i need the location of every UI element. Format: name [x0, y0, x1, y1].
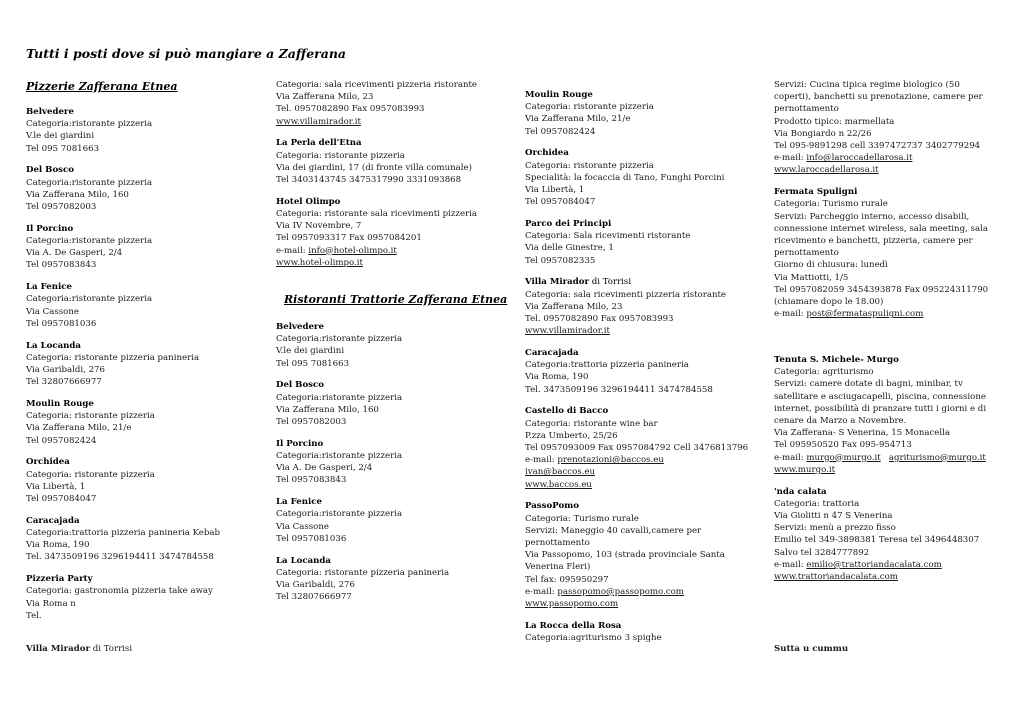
entry-belvedere	[26, 106, 264, 155]
entry-line: Tel 095950520 Fax 095-954713	[774, 440, 912, 451]
entry-line: Categoria:agriturismo 3 spighe	[525, 633, 662, 644]
entry-parco-dei-principi	[525, 218, 763, 267]
entry-line: Categoria: ristorante wine bar	[525, 418, 658, 429]
entry-line: Emilio tel 349-3898381 Teresa tel 3496448307	[774, 535, 980, 546]
website-link[interactable]: www.villamirador.it	[276, 116, 361, 127]
column-pizzerie	[26, 80, 264, 632]
email-link[interactable]: murgo@murgo.it	[806, 452, 881, 463]
entry-name: Parco dei Principi	[525, 219, 612, 230]
email-link[interactable]: info@hotel-olimpo.it	[308, 245, 397, 256]
entry-line: Categoria: Turismo rurale	[525, 513, 639, 524]
entry-name: Pizzeria Party	[26, 574, 93, 585]
entry-line: Categoria: ristorante pizzeria	[26, 469, 155, 480]
entry-line: Via Passopomo, 103 (strada provinciale Santa Venerina Fleri)	[525, 550, 725, 573]
entry-line: Categoria: Sala ricevimenti ristorante	[525, 231, 691, 242]
footer-sutta-u-cummu: Sutta u cummu	[774, 644, 849, 654]
entry-villa-mirador	[525, 276, 763, 337]
column-3	[525, 89, 763, 654]
entry-orchidea	[26, 456, 264, 505]
entry-line: Tel 0957081036	[276, 533, 347, 544]
entry-line: Tel 0957082424	[26, 435, 97, 446]
entry-name: Il Porcino	[276, 438, 324, 449]
entry-line: Categoria: Turismo rurale	[774, 199, 888, 210]
entry-line: Tel 0957082059 3454393878 Fax 095224311790 (chiamare dopo le 18.00)	[774, 284, 989, 308]
email-label: e-mail:	[774, 309, 807, 320]
entry-line: Categoria: ristorante pizzeria	[525, 102, 654, 113]
entry-passopomo	[525, 500, 763, 610]
entry-line: Via Mattiotti, 1/5	[774, 272, 849, 283]
entry-line: Categoria:ristorante pizzeria	[276, 334, 403, 345]
entry-line: Tel 0957084047	[26, 494, 97, 505]
entry-line: Categoria:trattoria pizzeria panineria Kebab	[26, 528, 221, 539]
entry-name: La Rocca della Rosa	[525, 620, 622, 631]
entry-del-bosco	[276, 379, 514, 428]
entry-line: Categoria:ristorante pizzeria	[276, 451, 403, 462]
entry-il-porcino	[26, 223, 264, 272]
entry-line: Tel 095 7081663	[276, 358, 350, 369]
entry-line: Categoria: ristorante pizzeria panineria	[26, 352, 200, 363]
entry-name: Belvedere	[26, 107, 74, 117]
entry-caracajada	[26, 515, 264, 564]
email-link[interactable]: emilio@trattoriandacalata.com	[806, 559, 942, 570]
entry-line: Tel 0957082003	[276, 417, 347, 428]
entry-nda-calata	[774, 486, 999, 584]
website-link[interactable]: www.murgo.it	[774, 464, 836, 475]
entry-la-fenice	[276, 496, 514, 545]
entry-line: Via Libertà, 1	[26, 481, 86, 492]
entry-line: Via Zafferana Milo, 23	[276, 92, 374, 103]
entry-line: Tel 0957093317 Fax 0957084201	[276, 233, 422, 244]
entry-line: Categoria: agriturismo	[774, 367, 874, 378]
entry-la-locanda	[26, 340, 264, 389]
entry-orchidea	[525, 147, 763, 208]
entry-line: Categoria: ristorante pizzeria	[525, 160, 654, 171]
entry-line: Via Libertà, 1	[525, 185, 585, 196]
entry-line: Categoria: sala ricevimenti pizzeria ristorante	[276, 80, 478, 90]
entry-moulin-rouge	[525, 89, 763, 138]
entry-line: Via A. De Gasperi, 2/4	[26, 248, 123, 259]
entry-il-porcino	[276, 438, 514, 487]
entry-line: Tel 32807666977	[26, 377, 102, 388]
entry-name: Il Porcino	[26, 223, 74, 234]
entry-name: Belvedere	[276, 322, 324, 333]
email-link[interactable]: info@laroccadellarosa.it	[806, 153, 913, 164]
entry-line: Tel. 3473509196 3296194411 3474784558	[26, 552, 214, 563]
entry-line: Categoria:ristorante pizzeria	[26, 294, 153, 305]
entry-line: Via Cassone	[26, 306, 79, 317]
page-title: Tutti i posti dove si può mangiare a Zafferana	[26, 46, 347, 61]
entry-line: Via Zafferana Milo, 21/e	[26, 423, 132, 434]
entry-name: La Fenice	[26, 282, 72, 293]
entry-line: Categoria: trattoria	[774, 498, 860, 509]
entry-tenuta-murgo	[774, 354, 999, 476]
entry-line: Servizi: Cucina tipica regime biologico (50 coperti), banchetti su prenotazione, camere per pernottamento	[774, 80, 983, 115]
entry-belvedere	[276, 321, 514, 370]
entry-name: Orchidea	[26, 457, 70, 468]
entry-line: Tel 0957084047	[525, 197, 596, 208]
email-label: e-mail:	[276, 245, 309, 256]
email-link[interactable]: prenotazioni@baccos.eu	[557, 455, 664, 466]
entry-line: Giorno di chiusura: lunedì	[774, 260, 888, 271]
entry-name: La Locanda	[276, 555, 332, 566]
entry-name: Orchidea	[525, 148, 569, 159]
entry-line: Servizi: menù a prezzo fisso	[774, 523, 896, 534]
website-link[interactable]: www.laroccadellarosa.it	[774, 165, 879, 176]
footer-name: Villa Mirador	[26, 644, 91, 654]
entry-line: Tel 0957082003	[26, 202, 97, 213]
entry-line: Categoria: sala ricevimenti pizzeria ristorante	[525, 289, 727, 300]
entry-line: Servizi: camere dotate di bagni, minibar, tv satellitare e asciugacapelli, piscina, connessione internet, possibilità di pranzare tutti i giorni e di cenare da Marzo a Novembre.	[774, 379, 987, 427]
section-title-pizzerie: Pizzerie Zafferana Etnea	[26, 80, 178, 93]
entry-line: Categoria:ristorante pizzeria	[276, 509, 403, 520]
entry-name: Del Bosco	[26, 165, 74, 176]
entry-line: Via Garibaldi, 276	[26, 365, 105, 376]
entry-line: Via Giolitti n 47 S Venerina	[774, 511, 893, 522]
entry-name: 'nda calata	[774, 486, 827, 497]
entry-name: Del Bosco	[276, 380, 324, 391]
entry-line: Categoria:ristorante pizzeria	[276, 392, 403, 403]
entry-line: Via Garibaldi, 276	[276, 580, 355, 591]
entry-name: Tenuta S. Michele- Murgo	[774, 355, 899, 366]
entry-la-fenice	[26, 281, 264, 330]
entry-name: La Fenice	[276, 497, 322, 508]
entry-line: Tel. 0957082890 Fax 0957083993	[525, 314, 674, 325]
entry-line: Tel 0957081036	[26, 318, 97, 329]
entry-line: Specialità: la focaccia di Tano, Funghi Porcini	[525, 172, 725, 183]
entry-line: Via Zafferana Milo, 160	[276, 404, 379, 415]
entry-line: Categoria: ristorante sala ricevimenti pizzeria	[276, 209, 478, 220]
section-title-ristoranti: Ristoranti Trattorie Zafferana Etnea	[284, 293, 508, 307]
entry-name: La Locanda	[26, 340, 82, 351]
entry-line: Prodotto tipico: marmellata	[774, 116, 895, 127]
footer-villa-mirador	[26, 643, 132, 655]
entry-line: Via A. De Gasperi, 2/4	[276, 463, 373, 474]
entry-name: La Perla dell'Etna	[276, 138, 362, 149]
entry-name: Caracajada	[26, 515, 80, 526]
entry-line: Categoria:ristorante pizzeria	[26, 119, 153, 130]
entry-line: Categoria:ristorante pizzeria	[26, 236, 153, 247]
entry-line: Categoria: ristorante pizzeria panineria	[276, 567, 450, 578]
entry-line: Tel 095 7081663	[26, 143, 100, 154]
entry-line: Via Zafferana- S Venerina, 15 Monacella	[774, 428, 951, 439]
entry-name-suffix: di Torrisi	[589, 277, 632, 288]
email-label: e-mail:	[525, 455, 558, 466]
email-link[interactable]: post@fermataspuligni.com	[806, 309, 924, 320]
entry-line: Categoria:ristorante pizzeria	[26, 177, 153, 188]
entry-line: V.le dei giardini	[26, 131, 95, 142]
entry-name: Moulin Rouge	[525, 90, 593, 100]
entry-castello-di-bacco	[525, 405, 763, 490]
entry-line: Tel. 3473509196 3296194411 3474784558	[525, 384, 713, 395]
entry-line: Tel 3403143745 3475317990 3331093868	[276, 175, 462, 186]
email-label: e-mail:	[774, 153, 807, 164]
footer-suffix: di Torrisi	[90, 644, 133, 654]
entry-moulin-rouge	[26, 398, 264, 447]
entry-line: Tel.	[26, 610, 42, 621]
entry-line: Via dei giardini, 17 (di fronte villa comunale)	[276, 162, 472, 173]
entry-line: V.le dei giardini	[276, 346, 345, 357]
entry-line: Via IV Novembre, 7	[276, 221, 362, 232]
entry-fermata-spuligni	[774, 186, 999, 320]
entry-line: Via Zafferana Milo, 160	[26, 189, 129, 200]
entry-name: Fermata Spuligni	[774, 187, 858, 198]
entry-name: Castello di Bacco	[525, 406, 609, 417]
entry-line: Categoria:trattoria pizzeria panineria	[525, 360, 689, 371]
entry-line: Tel 0957083843	[26, 260, 97, 271]
entry-caracajada	[525, 347, 763, 396]
entry-name: Hotel Olimpo	[276, 196, 341, 207]
entry-line: Via delle Ginestre, 1	[525, 243, 614, 254]
entry-name: Moulin Rouge	[26, 399, 94, 410]
entry-la-rocca-della-rosa	[525, 620, 763, 644]
entry-line: Tel 0957082424	[525, 126, 596, 137]
website-link[interactable]: www.hotel-olimpo.it	[276, 257, 363, 268]
email-label: e-mail:	[525, 586, 558, 597]
entry-line: Tel 0957093009 Fax 0957084792 Cell 3476813796	[525, 443, 749, 454]
entry-line: Categoria: ristorante pizzeria	[276, 150, 405, 161]
website-link[interactable]: www.baccos.eu	[525, 479, 592, 490]
email-label: e-mail:	[774, 559, 807, 570]
entry-la-rocca-della-rosa-cont	[774, 79, 999, 177]
entry-name: Caracajada	[525, 348, 579, 359]
entry-line: Tel 0957083843	[276, 475, 347, 486]
entry-line: Categoria: ristorante pizzeria	[26, 411, 155, 422]
entry-line: Categoria: gastronomia pizzeria take away	[26, 586, 213, 597]
entry-line: Salvo tel 3284777892	[774, 547, 870, 558]
entry-hotel-olimpo	[276, 196, 514, 269]
entry-villa-mirador-cont	[276, 79, 514, 128]
entry-line: Via Bongiardo n 22/26	[774, 128, 872, 139]
entry-line: Via Cassone	[276, 521, 329, 532]
entry-del-bosco	[26, 164, 264, 213]
website-link[interactable]: www.passopomo.com	[525, 599, 619, 610]
column-2	[276, 79, 514, 613]
website-link[interactable]: www.villamirador.it	[525, 326, 610, 337]
entry-line: Servizi: Parcheggio interno, accesso disabili, connessione internet wireless, sala meeting, sala ricevimento e banchetti, pizzeria, camere per pernottamento	[774, 211, 988, 259]
entry-line: Tel 095-9891298 cell 3397472737 3402779294	[774, 141, 981, 152]
email-link-2[interactable]: agriturismo@murgo.it	[888, 452, 986, 463]
entry-line: Tel 32807666977	[276, 592, 352, 603]
entry-line: Tel 0957082335	[525, 255, 596, 266]
entry-la-locanda	[276, 555, 514, 604]
email-link[interactable]: passopomo@passopomo.com	[557, 586, 684, 597]
email-link-2[interactable]: ivan@baccos.eu	[525, 467, 596, 478]
entry-line: Tel fax: 095950297	[525, 574, 609, 585]
entry-line: Via Zafferana Milo, 23	[525, 301, 623, 312]
entry-name: PassoPomo	[525, 501, 579, 512]
entry-line: P.zza Umberto, 25/26	[525, 430, 618, 441]
website-link[interactable]: www.trattoriandacalata.com	[774, 572, 898, 583]
entry-line: Tel. 0957082890 Fax 0957083993	[276, 104, 425, 115]
column-4	[774, 79, 999, 593]
entry-line: Via Roma n	[26, 598, 76, 609]
entry-line: Via Roma, 190	[525, 372, 589, 383]
entry-line: Via Zafferana Milo, 21/e	[525, 114, 631, 125]
entry-line: Servizi: Maneggio 40 cavalli,camere per pernottamento	[525, 525, 702, 549]
entry-name: Villa Mirador	[525, 277, 590, 288]
entry-la-perla	[276, 137, 514, 186]
email-label: e-mail:	[774, 452, 807, 463]
entry-line: Via Roma, 190	[26, 540, 90, 551]
entry-pizzeria-party	[26, 573, 264, 622]
